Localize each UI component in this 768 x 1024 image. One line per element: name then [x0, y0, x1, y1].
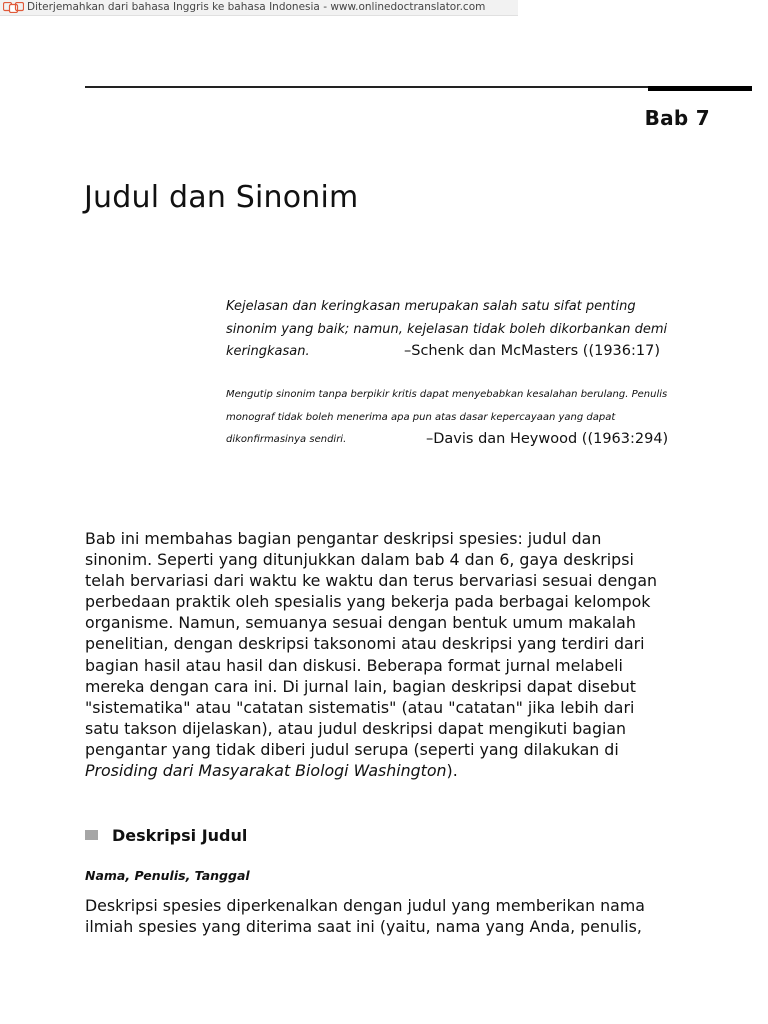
chapter-title: Judul dan Sinonim [84, 180, 359, 215]
header-rule [85, 86, 653, 88]
section-marker-icon [85, 830, 98, 840]
section-heading-text: Deskripsi Judul [112, 825, 248, 845]
body-line [85, 760, 685, 781]
body-line: sinonim. Seperti yang ditunjukkan dalam bab 4 dan 6, gaya deskripsi [85, 550, 634, 570]
body-line: "sistematika" atau "catatan sistematis" (atau "catatan" jika lebih dari [85, 697, 635, 717]
body-line: ilmiah spesies yang diterima saat ini (yaitu, nama yang Anda, penulis, [85, 917, 642, 937]
epigraph-attribution: –Schenk dan McMasters ((1936:17) [404, 343, 660, 359]
epigraph-attribution: –Davis dan Heywood ((1963:294) [426, 431, 669, 447]
body-line: telah bervariasi dari waktu ke waktu dan terus bervariasi sesuai dengan [85, 571, 658, 591]
body-line: Deskripsi spesies diperkenalkan dengan judul yang memberikan nama [85, 896, 645, 915]
epigraph-line: sinonim yang baik; namun, kejelasan tidak boleh dikorbankan demi [226, 321, 668, 337]
epigraph-line: Mengutip sinonim tanpa berpikir kritis dapat menyebabkan kesalahan berulang. Penulis [226, 389, 668, 400]
body-paragraph [85, 528, 685, 781]
body-line: perbedaan praktik oleh spesialis yang bekerja pada berbagai kelompok [85, 592, 651, 612]
body-line: mereka dengan cara ini. Di jurnal lain, bagian deskripsi dapat disebut [85, 676, 636, 696]
body-line: satu takson dijelaskan), atau judul deskripsi dapat mengikuti bagian [85, 718, 627, 738]
epigraph-line: dikonfirmasinya sendiri. [226, 434, 347, 445]
header-rule-accent [648, 86, 752, 91]
translator-banner [0, 0, 518, 16]
banner-text: Diterjemahkan dari bahasa Inggris ke bahasa Indonesia - www.onlinedoctranslator.com [27, 1, 486, 13]
body-line: bagian hasil atau hasil dan diskusi. Beberapa format jurnal melabeli [85, 655, 623, 675]
translator-logo-icon [3, 2, 24, 13]
section-heading [85, 824, 247, 846]
chapter-label: Bab 7 [644, 106, 710, 130]
body-line: Bab ini membahas bagian pengantar deskripsi spesies: judul dan [85, 529, 602, 548]
section-paragraph [85, 895, 685, 937]
body-line: penelitian, dengan deskripsi taksonomi atau deskripsi yang terdiri dari [85, 634, 645, 654]
body-line: organisme. Namun, semuanya sesuai dengan bentuk umum makalah [85, 613, 636, 633]
body-line-tail: ). [446, 761, 458, 781]
epigraph-line: monograf tidak boleh menerima apa pun atas dasar kepercayaan yang dapat [226, 411, 616, 423]
body-line: pengantar yang tidak diberi judul serupa (seperti yang dilakukan di [85, 739, 619, 759]
epigraph-line: keringkasan. [226, 344, 310, 359]
epigraph-line: Kejelasan dan keringkasan merupakan salah satu sifat penting [226, 299, 636, 314]
journal-title: Prosiding dari Masyarakat Biologi Washington [85, 761, 447, 781]
subheading: Nama, Penulis, Tanggal [85, 868, 250, 883]
